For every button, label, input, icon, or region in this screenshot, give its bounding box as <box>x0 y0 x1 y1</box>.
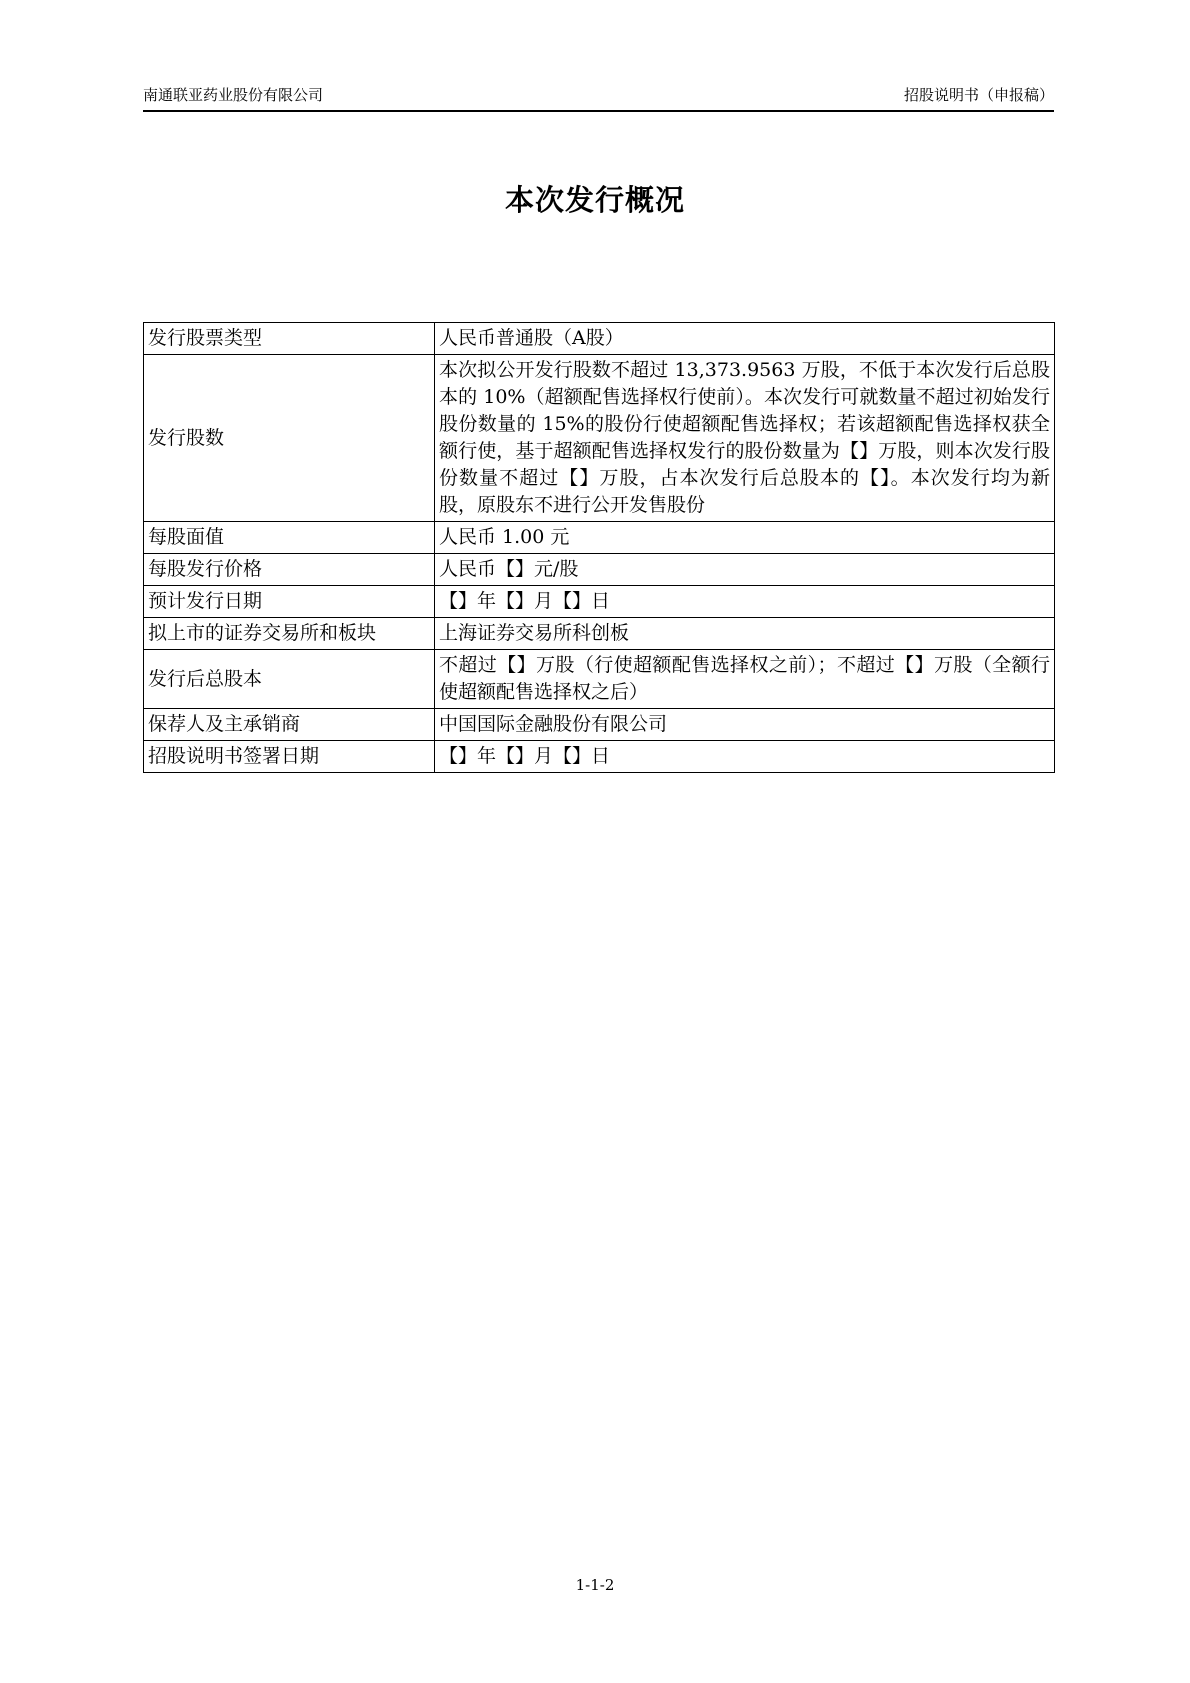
row-label: 发行股数 <box>144 355 435 522</box>
table-row <box>144 650 1055 709</box>
page-header <box>143 84 1054 112</box>
row-label: 每股发行价格 <box>144 554 435 586</box>
table-row <box>144 323 1055 355</box>
row-label: 发行股票类型 <box>144 323 435 355</box>
page-title: 本次发行概况 <box>504 183 685 217</box>
row-value: 中国国际金融股份有限公司 <box>435 709 1055 741</box>
row-value: 【】年【】月【】日 <box>435 586 1055 618</box>
row-value: 本次拟公开发行股数不超过 13,373.9563 万股，不低于本次发行后总股本的 10%（超额配售选择权行使前）。本次发行可就数量不超过初始发行股份数量的 15%的股份行使超额配售选择权；若该超额配售选择权获全额行使，基于超额配售选择权发行的股份数量为【】万股，则本次发行股份数量不超过【】万股，占本次发行后总股本的【】。本次发行均为新股，原股东不进行公开发售股份 <box>435 355 1055 522</box>
header-company-name: 南通联亚药业股份有限公司 <box>143 86 324 104</box>
row-value: 不超过【】万股（行使超额配售选择权之前）；不超过【】万股（全额行使超额配售选择权之后） <box>435 650 1055 709</box>
table-row <box>144 709 1055 741</box>
row-label: 预计发行日期 <box>144 586 435 618</box>
issuance-overview-table <box>143 322 1055 773</box>
table-row <box>144 618 1055 650</box>
row-value: 人民币 1.00 元 <box>435 522 1055 554</box>
row-label: 保荐人及主承销商 <box>144 709 435 741</box>
table-row <box>144 741 1055 773</box>
row-label: 拟上市的证券交易所和板块 <box>144 618 435 650</box>
row-value: 上海证券交易所科创板 <box>435 618 1055 650</box>
row-value: 人民币普通股（A股） <box>435 323 1055 355</box>
row-label: 招股说明书签署日期 <box>144 741 435 773</box>
table-row <box>144 586 1055 618</box>
page-number: 1-1-2 <box>575 1576 615 1594</box>
table-row <box>144 355 1055 522</box>
row-value: 人民币【】元/股 <box>435 554 1055 586</box>
row-label: 发行后总股本 <box>144 650 435 709</box>
table-row <box>144 554 1055 586</box>
row-label: 每股面值 <box>144 522 435 554</box>
header-document-type: 招股说明书（申报稿） <box>903 86 1054 104</box>
row-value: 【】年【】月【】日 <box>435 741 1055 773</box>
table-row <box>144 522 1055 554</box>
